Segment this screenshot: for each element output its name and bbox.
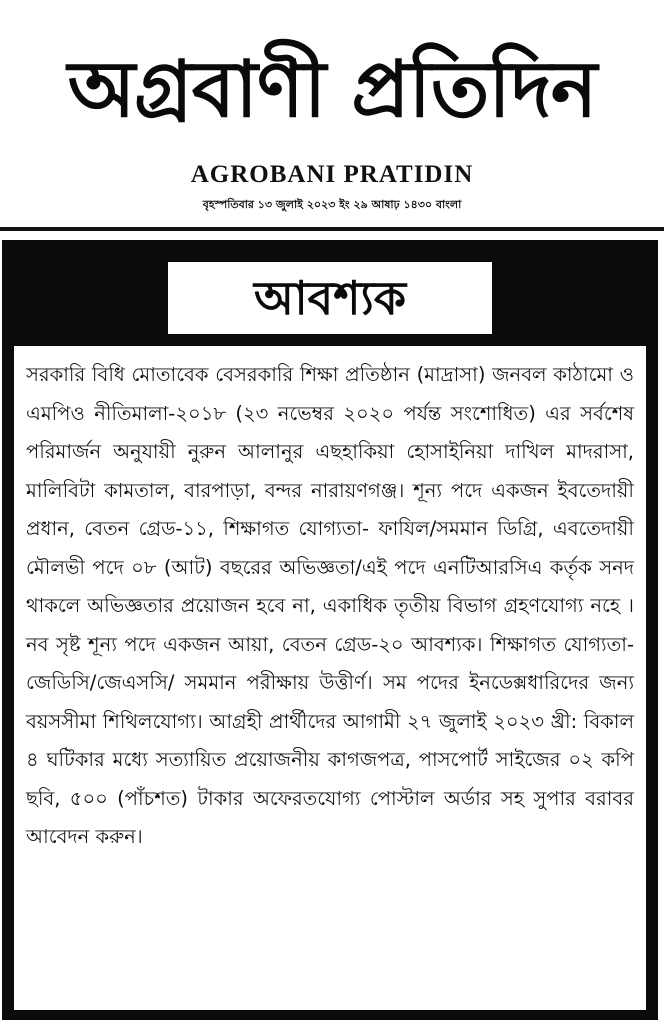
newspaper-masthead	[0, 0, 664, 228]
newspaper-latin-title: AGROBANI PRATIDIN	[190, 161, 474, 188]
advertisement-box	[2, 240, 658, 1020]
advertisement-body	[14, 346, 646, 1010]
newspaper-title: অগ্রবাণী প্রতিদিন	[67, 45, 597, 135]
advertisement-heading-box	[168, 262, 492, 334]
advertisement-text: সরকারি বিধি মোতাবেক বেসরকারি শিক্ষা প্রতিষ্ঠান (মাদ্রাসা) জনবল কাঠামো ও এমপিও নীতিমালা-২০১৮ (২৩ নভেম্বর ২০২০ পর্যন্ত সংশোধিত) এর সর্বশেষ পরিমার্জন অনুযায়ী নুরুন আলানুর এছহাকিয়া হোসাইনিয়া দাখিল মাদরাসা, মালিবিটা কামতাল, বারপাড়া, বন্দর নারায়ণগঞ্জ। শূন্য পদে একজন ইবতেদায়ী প্রধান, বেতন গ্রেড-১১, শিক্ষাগত যোগ্যতা- ফাযিল/সমমান ডিগ্রি, এবতেদায়ী মৌলভী পদে ০৮ (আট) বছরের অভিজ্ঞতা/এই পদে এনটিআরসিএ কর্তৃক সনদ থাকলে অভিজ্ঞতার প্রয়োজন হবে না, একাধিক তৃতীয় বিভাগ গ্রহণযোগ্য নহে । নব সৃষ্ট শূন্য পদে একজন আয়া, বেতন গ্রেড-২০ আবশ্যক। শিক্ষাগত যোগ্যতা-জেডিসি/জেএসসি/ সমমান পরীক্ষায় উত্তীর্ণ। সম পদের ইনডেক্সধারিদের জন্য বয়সসীমা শিথিলযোগ্য। আগ্রহী প্রার্থীদের আগামী ২৭ জুলাই ২০২৩ খ্রী: বিকাল ৪ ঘটিকার মধ্যে সত্যায়িত প্রয়োজনীয় কাগজপত্র, পাসপোর্ট সাইজের ০২ কপি ছবি, ৫০০ (পাঁচশত) টাকার অফেরতযোগ্য পোস্টাল অর্ডার সহ সুপার বরাবর আবেদন করুন।	[26, 363, 634, 848]
masthead-divider	[0, 227, 664, 231]
advertisement-heading: আবশ্যক	[254, 271, 406, 325]
publication-date: বৃহস্পতিবার ১৩ জুলাই ২০২৩ ইং ২৯ আষাঢ় ১৪৩০ বাংলা	[202, 198, 462, 211]
